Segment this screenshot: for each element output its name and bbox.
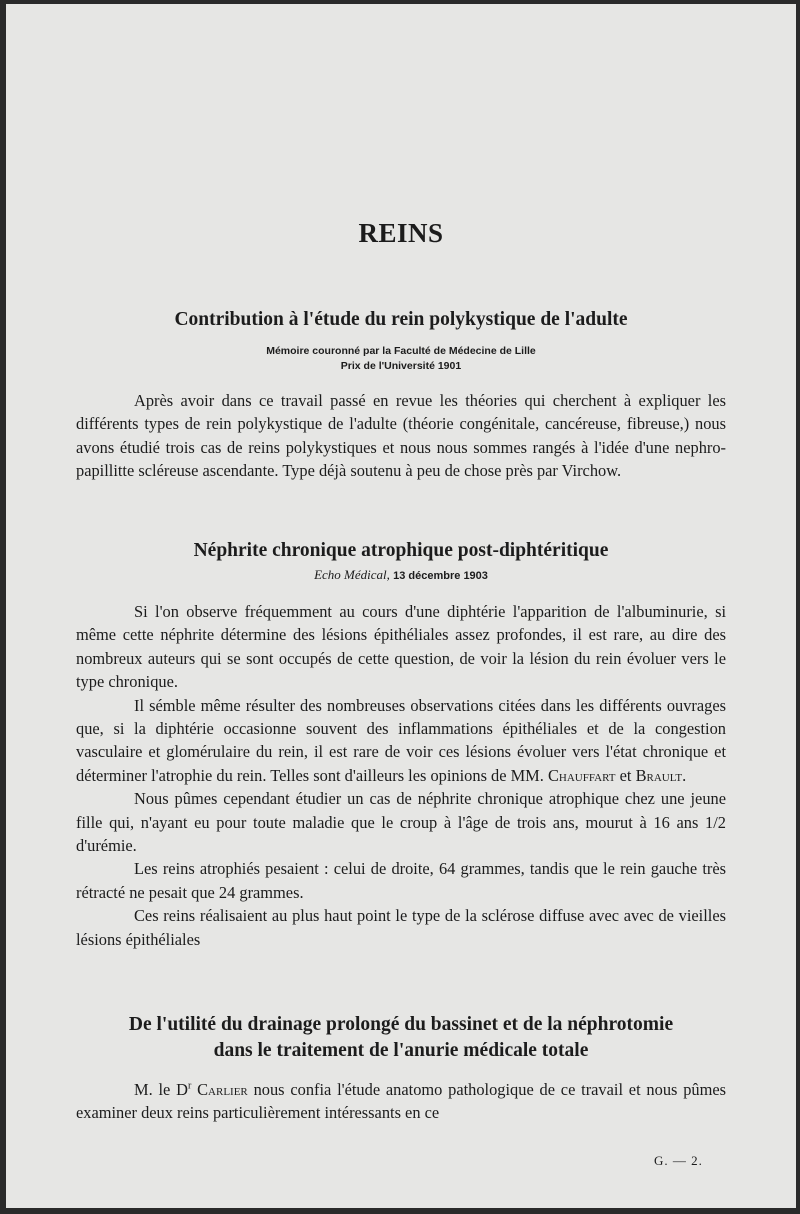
paragraph: Si l'on observe fréquemment au cours d'une diphtérie l'apparition de l'albuminurie, si même cette néphrite détermine des lésions épithéliales assez profondes, il est rare, au dire des nombreux auteurs qui se sont occupés de cette question, de voir la lésion du rein évoluer vers le type chronique. [76, 602, 726, 692]
author-name-brault: Brault [635, 765, 683, 785]
article-source [36, 567, 766, 583]
document-page [6, 4, 796, 1208]
source-journal: Echo Médical, [314, 567, 390, 582]
paragraph: Après avoir dans ce travail passé en revue les théories qui cherchent à expliquer les différents types de rein polykystique de l'adulte (théorie congénitale, cancéreuse, fibreuse,) nous avons étudié trois cas de reins polykystiques et nous nous sommes rangés à l'idée d'une nephro-papillitte scléreuse ascendante. Type déjà soutenu à peu de chose près par Virchow. [76, 391, 726, 481]
article-title-line: dans le traitement de l'anurie médicale totale [213, 1040, 589, 1061]
article-title-nephrite: Néphrite chronique atrophique post-diphtéritique [193, 540, 609, 561]
article-subtitle-memoire: Mémoire couronné par la Faculté de Médecine de Lille [266, 345, 536, 357]
paragraph-text: nous confia l'étude anatomo pathologique de ce travail et nous pûmes examiner deux reins particulièrement intéressants en ce [76, 1080, 726, 1123]
section-heading: REINS [358, 218, 444, 248]
paragraph-end: . [682, 765, 687, 785]
article-title-drainage [36, 1012, 766, 1064]
article-title-polykystique: Contribution à l'étude du rein polykystique de l'adulte [174, 309, 628, 330]
article-body-nephrite [76, 600, 726, 951]
author-name-chauffart: Chauffart [547, 765, 616, 785]
paragraph: Les reins atrophiés pesaient : celui de droite, 64 grammes, tandis que le rein gauche très rétracté ne pesait que 24 grammes. [76, 859, 726, 902]
paragraph [76, 694, 726, 788]
superscript: r [187, 1080, 192, 1092]
paragraph: Ces reins réalisaient au plus haut point le type de la sclérose diffuse avec avec de vieilles lésions épithéliales [76, 906, 726, 949]
article-title-line: De l'utilité du drainage prolongé du bassinet et de la néphrotomie [128, 1014, 674, 1035]
paragraph: Nous pûmes cependant étudier un cas de néphrite chronique atrophique chez une jeune fille qui, n'ayant eu pour toute maladie que le croup à l'âge de trois ans, mourut à 16 ans 1/2 d'urémie. [76, 789, 726, 856]
paragraph [76, 1078, 726, 1125]
article-body-drainage [76, 1078, 726, 1125]
source-date: 13 décembre 1903 [393, 570, 488, 582]
author-name-carlier: Carlier [197, 1080, 248, 1099]
paragraph-text: M. le D [134, 1080, 188, 1099]
article-subtitle-prix: Prix de l'Université 1901 [340, 360, 462, 372]
conjunction: et [619, 765, 632, 785]
page-code: G. — 2. [654, 1153, 703, 1168]
article-body-polykystique [76, 389, 726, 483]
paragraph-text: Il sémble même résulter des nombreuses observations citées dans les différents ouvrages que, si la diphtérie occasionne souvent des inflammations épithéliales et de la congestion vasculaire et glomérulaire du rein, il est rare de voir ces lésions évoluer vers l'état chronique et déterminer l'atrophie du rein. Telles sont d'ailleurs les opinions de MM. [76, 695, 726, 785]
